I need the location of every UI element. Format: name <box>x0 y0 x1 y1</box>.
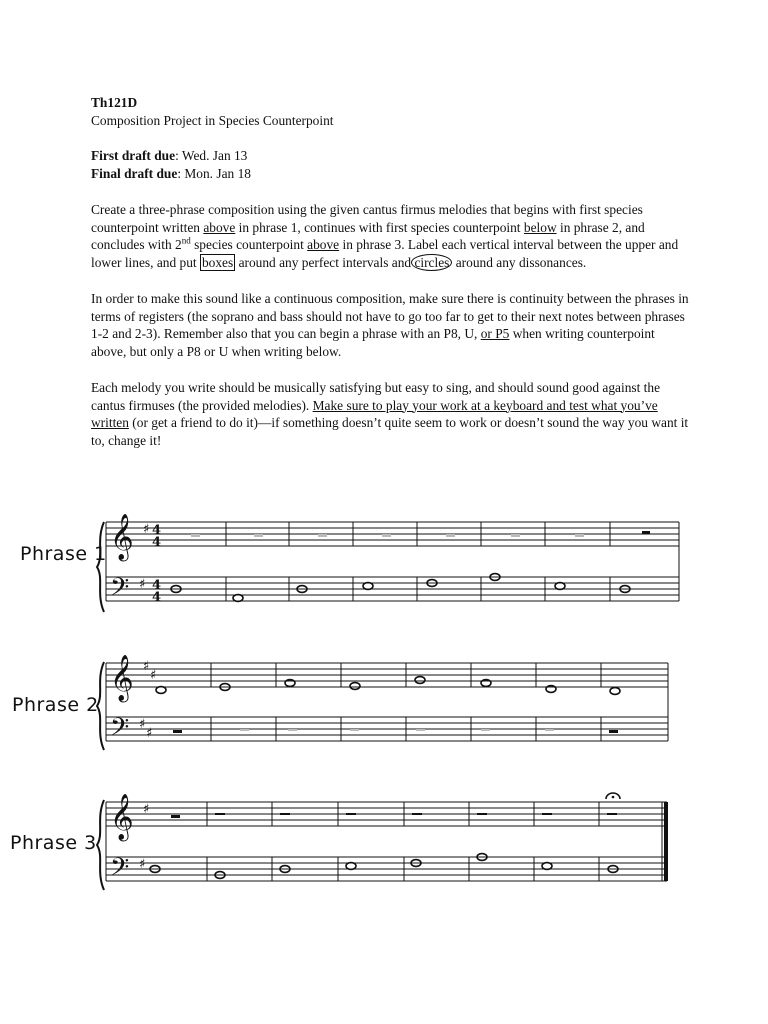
text-run: Each melody you write should be musically satisfying but easy to sing, and should sound good against the cantus firmuses (the provided melodies). <box>91 379 661 413</box>
circled-word: circles <box>411 254 452 271</box>
svg-text:♯: ♯ <box>150 668 157 683</box>
svg-text:♯: ♯ <box>143 802 150 817</box>
final-draft-line <box>91 165 691 183</box>
phrase-3-label: Phrase 3 <box>10 832 97 854</box>
svg-text:𝄢: 𝄢 <box>110 573 130 608</box>
svg-text:♯: ♯ <box>146 726 153 741</box>
text-run: when writing counterpoint above, but only a P8 or U when writing below. <box>91 326 655 360</box>
first-draft-date: : Wed. Jan 13 <box>175 148 248 164</box>
text-run: in phrase 3. Label each vertical interval between the upper and lower lines, and put <box>91 237 679 271</box>
phrase-2-score <box>0 650 768 760</box>
underlined-above-2: above <box>307 237 340 253</box>
paragraph-task <box>91 201 691 272</box>
svg-text:♯: ♯ <box>143 659 150 674</box>
svg-text:𝄞: 𝄞 <box>110 794 134 840</box>
underlined-or-p5: or P5 <box>480 326 510 342</box>
svg-text:♯: ♯ <box>139 577 146 592</box>
text-run: Create a three-phrase composition using the given cantus firmus melodies that begins with first species counterpoint written <box>91 201 643 235</box>
course-code: Th121D <box>91 95 138 110</box>
phrase-1-label: Phrase 1 <box>20 543 107 565</box>
text-run: In order to make this sound like a continuous composition, make sure there is continuity between the phrases in terms of registers (the soprano and bass should not have to go too far to get to their next notes between phrases 1-2 and 2-3). Remember also that you can begin a phrase with an P8, U, <box>91 290 689 342</box>
svg-text:𝄞: 𝄞 <box>110 514 134 560</box>
underlined-play-keyboard: Make sure to play your work at a keyboard and test what you’ve written <box>91 397 658 431</box>
text-run: species counterpoint <box>190 237 308 253</box>
phrase-1-score <box>0 500 768 620</box>
paragraph-melody <box>91 379 691 450</box>
boxed-word: boxes <box>201 255 234 271</box>
paragraph-continuity <box>91 290 691 361</box>
phrase-2-label: Phrase 2 <box>12 694 99 716</box>
svg-text:4: 4 <box>152 590 162 605</box>
svg-text:4: 4 <box>152 578 162 593</box>
underlined-above: above <box>203 219 236 235</box>
svg-text:𝄢: 𝄢 <box>110 713 130 748</box>
final-draft-label: Final draft due <box>91 166 178 182</box>
first-draft-line <box>91 147 691 165</box>
phrase-3-score <box>0 785 768 895</box>
svg-text:4: 4 <box>152 535 162 550</box>
text-run: in phrase 2, and concludes with 2 <box>91 219 645 253</box>
underlined-below: below <box>523 219 557 235</box>
svg-text:𝄢: 𝄢 <box>110 853 130 888</box>
final-draft-date: : Mon. Jan 18 <box>177 166 251 182</box>
first-draft-label: First draft due <box>91 148 176 164</box>
svg-text:♯: ♯ <box>139 857 146 872</box>
text-run: around any perfect intervals and <box>235 255 415 271</box>
project-title: Composition Project in Species Counterpoint <box>91 112 334 128</box>
text-run: around any dissonances. <box>452 255 587 271</box>
svg-text:♯: ♯ <box>139 717 146 732</box>
svg-text:♯: ♯ <box>143 522 150 537</box>
svg-text:4: 4 <box>152 523 162 538</box>
superscript-nd: nd <box>181 235 191 246</box>
text-run: (or get a friend to do it)—if something doesn’t quite seem to work or doesn’t sound the way you want it to, change it! <box>91 415 689 449</box>
instructions-text <box>91 94 691 468</box>
text-run: in phrase 1, continues with first species counterpoint <box>235 219 524 235</box>
svg-text:𝄞: 𝄞 <box>110 655 134 701</box>
